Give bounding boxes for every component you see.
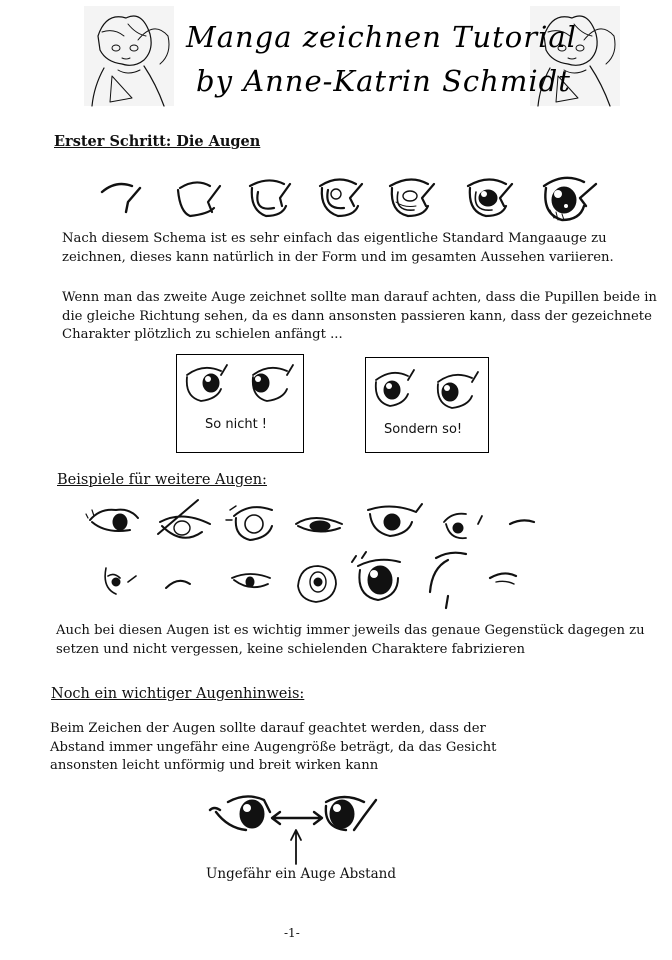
paragraph-eye-schema: Nach diesem Schema ist es sehr einfach das eigentliche Standard Mangaauge zu zeichnen, dieses kann natürlich in der Form und im gesamten Aussehen variieren. [62, 231, 614, 265]
eye-construction-steps [98, 172, 608, 232]
paragraph-pupil-direction: Wenn man das zweite Auge zeichnet sollte man darauf achten, dass die Pupillen beide in die gleiche Richtung sehen, da es dann ansonsten passieren kann, dass der gezeichnete Charakter plötzlich zu schielen anfängt ... [62, 290, 657, 342]
distance-arrow-icon [272, 812, 322, 824]
right-example-caption: Sondern so! [384, 422, 463, 437]
page-title-line2: by Anne-Katrin Schmidt [196, 64, 571, 98]
wrong-example-caption: So nicht ! [205, 417, 268, 432]
pointer-arrow-icon [291, 830, 301, 864]
right-example-box [365, 357, 489, 453]
page-number: -1- [284, 926, 300, 940]
header-illustration-left [84, 6, 174, 106]
eye-examples-grid [86, 496, 546, 612]
paragraph-counterpart: Auch bei diesen Augen ist es wichtig immer jeweils das genaue Gegenstück dagegen zu setzen und nicht vergessen, keine schielenden Charaktere fabrizieren [56, 623, 645, 657]
distance-caption: Ungefähr ein Auge Abstand [206, 866, 396, 882]
section-heading-more-eyes: Beispiele für weitere Augen: [57, 472, 267, 488]
paragraph-eye-distance: Beim Zeichen der Augen sollte darauf geachtet werden, dass der Abstand immer ungefähr eine Augengröße beträgt, da das Gesicht ansonsten leicht unförmig und breit wirken kann [50, 721, 497, 773]
right-example-eyes [370, 364, 484, 414]
section-heading-first-step: Erster Schritt: Die Augen [54, 133, 261, 150]
eye-distance-illustration [206, 788, 390, 868]
section-heading-eye-tip: Noch ein wichtiger Augenhinweis: [51, 686, 305, 702]
page-title-line1: Manga zeichnen Tutorial [186, 20, 577, 54]
wrong-example-box [176, 354, 304, 453]
wrong-example-eyes [181, 359, 299, 409]
